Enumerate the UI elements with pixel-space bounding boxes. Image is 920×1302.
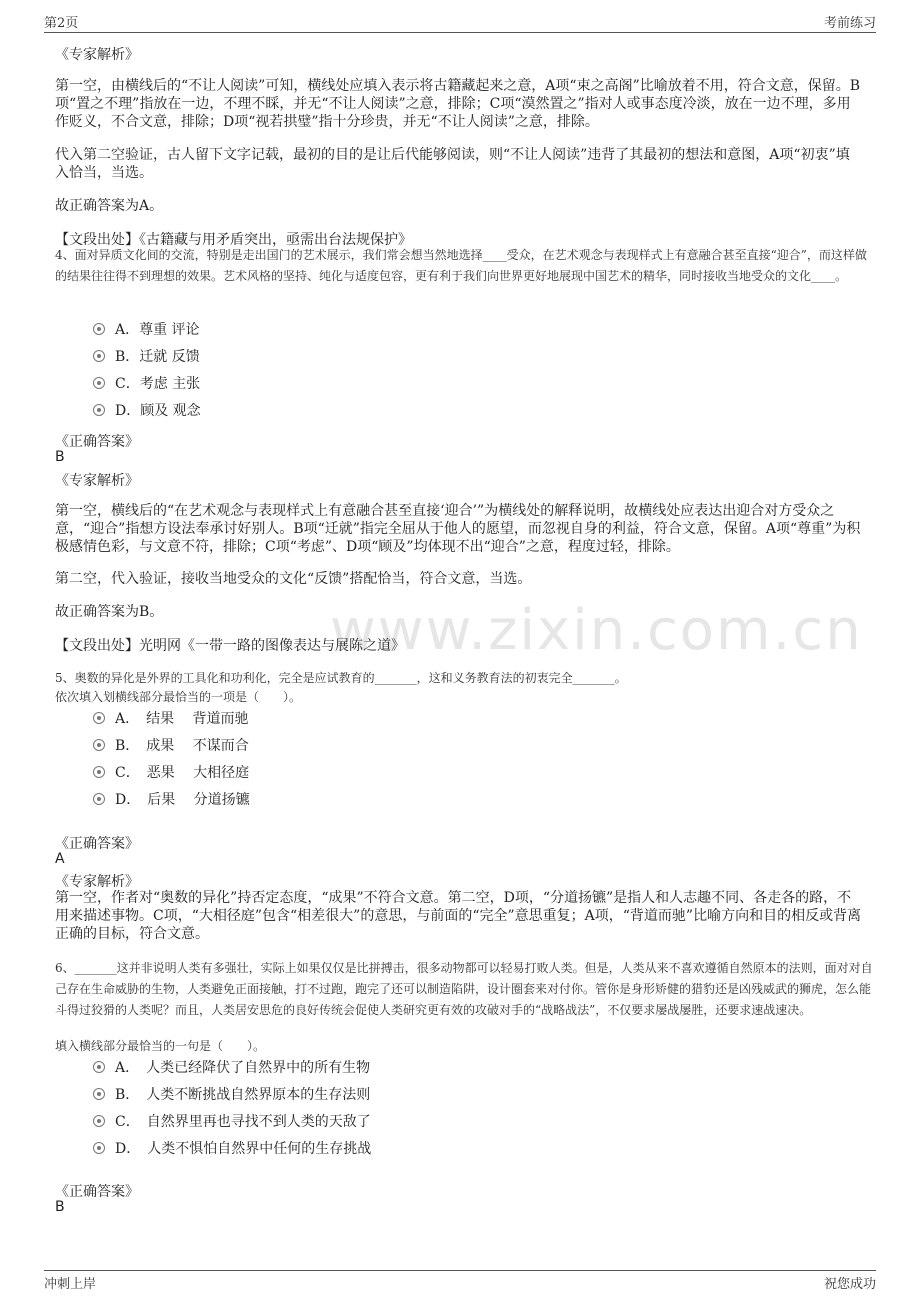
q6-option-c[interactable]: C． 自然界里再也寻找不到人类的天敌了 (93, 1112, 371, 1132)
q5-option-b[interactable]: B． 成果 不谋而合 (93, 736, 249, 756)
radio-icon[interactable] (93, 323, 105, 335)
q5-option-c[interactable]: C． 恶果 大相径庭 (93, 763, 249, 783)
q4-option-b[interactable]: B．迁就 反馈 (93, 347, 200, 367)
radio-icon[interactable] (93, 350, 105, 362)
q5-instruction: 依次填入划横线部分最恰当的一项是（ ）。 (55, 690, 302, 704)
q4-analysis-p1: 第一空，横线后的“在艺术观念与表现样式上有意融合甚至直接‘迎合’”为横线处的解释说明，故横线处应表达出迎合对方受众之意，“迎合”指想方设法奉承讨好别人。B项“迁就”指完全屈从于他人的愿望，而忽视自身的利益，符合文意，保留。A项“尊重”为积极感情色彩，与文意不符，排除；C项“考虑”、D项“顾及”均体现不出“迎合”之意，程度过轻，排除。 (55, 503, 861, 555)
radio-icon[interactable] (93, 1142, 105, 1154)
q4-option-d[interactable]: D．顾及 观念 (93, 401, 201, 421)
footer-left: 冲刺上岸 (44, 1277, 97, 1292)
radio-icon[interactable] (93, 712, 105, 724)
q4-stem: 4、面对异质文化间的交流，特别是走出国门的艺术展示，我们常会想当然地选择____受众，在艺术观念与表现样式上有意融合甚至直接“迎合”，而这样做的结果往往得不到理想的效果。艺术风格的坚持、纯化与适度包容，更有利于我们向世界更好地展现中国艺术的精华，同时接收当地受众的文化____。 (55, 248, 867, 283)
q4-analysis-p3: 故正确答案为B。 (55, 604, 164, 620)
footer-right: 祝您成功 (823, 1277, 876, 1292)
radio-icon[interactable] (93, 404, 105, 416)
q6-answer: B (55, 1199, 65, 1215)
expert-analysis-label: 《专家解析》 (55, 47, 139, 63)
watermark: www.zixin.com.cn (330, 598, 863, 663)
q6-instruction: 填入横线部分最恰当的一句是（ ）。 (55, 1039, 266, 1053)
expert-analysis-label: 《专家解析》 (55, 473, 139, 489)
radio-icon[interactable] (93, 377, 105, 389)
radio-icon[interactable] (93, 1115, 105, 1127)
q5-option-a[interactable]: A． 结果 背道而驰 (93, 709, 249, 729)
q5-answer: A (55, 851, 65, 867)
radio-icon[interactable] (93, 1088, 105, 1100)
radio-icon[interactable] (93, 1061, 105, 1073)
q3-source: 【文段出处】《古籍藏与用矛盾突出，亟需出台法规保护》 (55, 232, 412, 248)
q4-answer: B (55, 449, 65, 465)
q4-option-c[interactable]: C．考虑 主张 (93, 374, 200, 394)
radio-icon[interactable] (93, 766, 105, 778)
q3-analysis-p3: 故正确答案为A。 (55, 198, 164, 214)
q4-source: 【文段出处】光明网《一带一路的图像表达与展陈之道》 (55, 638, 405, 654)
expert-analysis-label: 《专家解析》 (55, 874, 139, 890)
header-title: 考前练习 (823, 16, 876, 31)
header-divider (44, 32, 876, 33)
correct-answer-label: 《正确答案》 (55, 836, 139, 852)
q4-analysis-p2: 第二空，代入验证，接收当地受众的文化“反馈”搭配恰当，符合文意，当选。 (55, 571, 532, 587)
correct-answer-label: 《正确答案》 (55, 434, 139, 450)
q5-analysis: 第一空，作者对“奥数的异化”持否定态度，“成果”不符合文意。第二空，D项，“分道扬镳”是指人和人志趣不同、各走各的路，不用来描述事物。C项，“大相径庭”包含“相差很大”的意思，与前面的“完全”意思重复；A项，“背道而驰”比喻方向和目的相反或背离正确的目标，符合文意。 (55, 890, 862, 942)
radio-icon[interactable] (93, 793, 105, 805)
q3-analysis-p2: 代入第二空验证，古人留下文字记载，最初的目的是让后代能够阅读，则“不让人阅读”违背了其最初的想法和意图，A项“初衷”填入恰当，当选。 (55, 147, 850, 181)
page-number: 第2页 (44, 16, 79, 31)
q6-option-b[interactable]: B． 人类不断挑战自然界原本的生存法则 (93, 1085, 370, 1105)
q5-option-d[interactable]: D． 后果 分道扬镳 (93, 790, 250, 810)
q3-analysis-p1: 第一空，由横线后的“不让人阅读”可知，横线处应填入表示将古籍藏起来之意，A项“束之高阁”比喻放着不用，符合文意，保留。B项“置之不理”指放在一边，不理不睬，并无“不让人阅读”之意，排除；C项“漠然置之”指对人或事态度冷淡，放在一边不理，多用作贬义，不合文意，排除；D项“视若拱璧”指十分珍贵，并无“不让人阅读”之意，排除。 (55, 78, 861, 130)
q5-stem: 5、奥数的异化是外界的工具化和功利化，完全是应试教育的_______，这和义务教育法的初衷完全_______。 (55, 671, 627, 685)
q6-option-d[interactable]: D． 人类不惧怕自然界中任何的生存挑战 (93, 1139, 371, 1159)
footer-divider (44, 1270, 876, 1271)
q4-option-a[interactable]: A．尊重 评论 (93, 320, 200, 340)
q6-option-a[interactable]: A． 人类已经降伏了自然界中的所有生物 (93, 1058, 370, 1078)
correct-answer-label: 《正确答案》 (55, 1184, 139, 1200)
q6-stem: 6、_______这并非说明人类有多强壮，实际上如果仅仅是比拼搏击，很多动物都可以轻易打败人类。但是，人类从来不喜欢遵循自然原本的法则，面对对自己存在生命威胁的生物，人类避免正面接触，打不过跑，跑完了还可以制造陷阱，设计圈套来对付你。管你是身形矫健的猎豹还是凶残威武的狮虎，怎么能斗得过狡猾的人类呢？而且，人类居安思危的良好传统会促使人类研究更有效的攻破对手的“战略战法”，不仅要求屡战屡胜，还要求速战速决。 (55, 961, 873, 1017)
radio-icon[interactable] (93, 739, 105, 751)
